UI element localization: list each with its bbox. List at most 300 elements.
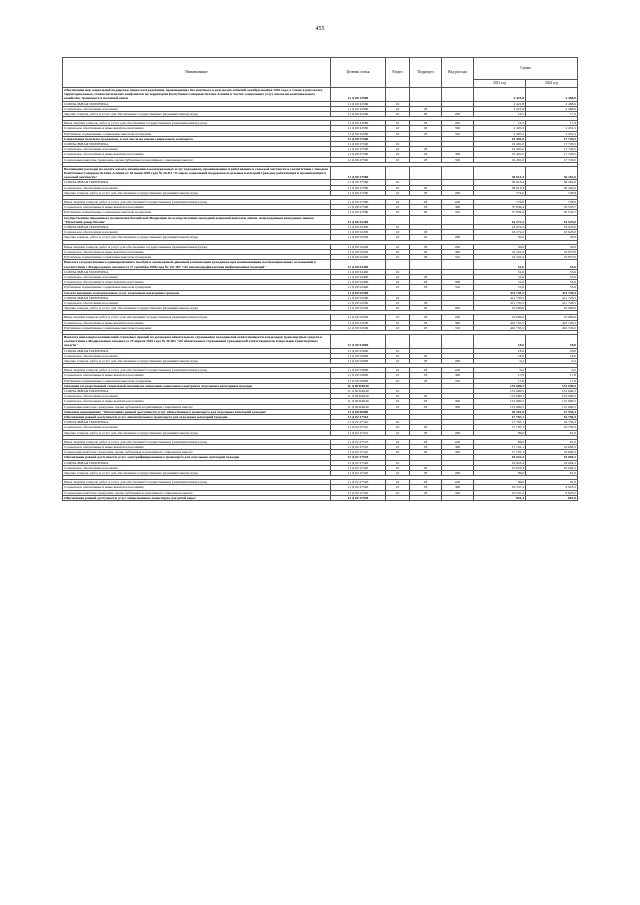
- cell-name: СОЦИАЛЬНАЯ ПОЛИТИКА: [63, 269, 331, 274]
- cell-article: 11 Д 00 52800: [331, 358, 386, 363]
- cell-subsection: 03: [410, 465, 442, 470]
- cell-article: 11 Д 02 27510: [331, 439, 386, 444]
- cell-article: 11 Д 00 52400: [331, 274, 386, 279]
- cell-2022: 411 726,5: [526, 300, 578, 305]
- cell-2022: 17 726,5: [526, 152, 578, 157]
- cell-section: [386, 495, 410, 500]
- cell-2021: 19 481,0: [474, 152, 526, 157]
- header-sum: Сумма: [474, 58, 578, 80]
- cell-subsection: 03: [410, 106, 442, 111]
- cell-section: 10: [386, 320, 410, 325]
- cell-2022: 81,0: [526, 471, 578, 476]
- cell-2021: 17 701,1: [474, 450, 526, 455]
- cell-2022: 17 726,5: [526, 157, 578, 162]
- cell-name: Иные закупки товаров, работ и услуг для обеспечения государственных (муниципальных) нужд: [63, 480, 331, 485]
- cell-expense-type: 240: [442, 480, 474, 485]
- cell-article: 11 Д 02 27510: [331, 420, 386, 425]
- cell-name: Публичные нормативные социальные выплаты гражданам: [63, 378, 331, 383]
- cell-section: [386, 166, 410, 180]
- cell-subsection: 03: [410, 285, 442, 290]
- cell-2021: 86,0: [474, 480, 526, 485]
- cell-2021: 17,8: [474, 378, 526, 383]
- cell-subsection: 03: [410, 112, 442, 117]
- page-number: 455: [315, 26, 325, 32]
- cell-2022: 10 004,2: [526, 455, 578, 460]
- cell-2022: 10 000,0: [526, 306, 578, 311]
- cell-2022: 0,2: [526, 368, 578, 373]
- cell-2022: 16 750,3: [526, 425, 578, 430]
- cell-2022: 16 923,0: [526, 215, 578, 224]
- cell-subsection: 03: [410, 378, 442, 383]
- cell-2021: 51,6: [474, 274, 526, 279]
- cell-2021: 10 537,4: [474, 485, 526, 490]
- cell-2022: 401 726,5: [526, 325, 578, 330]
- cell-article: 11 Д 00 22580: [331, 131, 386, 136]
- cell-2021: 2 405,3: [474, 131, 526, 136]
- cell-expense-type: [442, 334, 474, 348]
- cell-article: 11 Д 02 27520: [331, 465, 386, 470]
- cell-subsection: 03: [410, 490, 442, 495]
- cell-subsection: 03: [410, 126, 442, 131]
- cell-name: Социальное обеспечение и иные выплаты населению: [63, 445, 331, 450]
- cell-section: 10: [386, 460, 410, 465]
- cell-subsection: 03: [410, 230, 442, 235]
- cell-article: 11 Д 00 22580: [331, 126, 386, 131]
- cell-section: 10: [386, 358, 410, 363]
- cell-subsection: 03: [410, 315, 442, 320]
- cell-subsection: 03: [410, 439, 442, 444]
- cell-expense-type: 320: [442, 404, 474, 409]
- cell-section: 10: [386, 430, 410, 435]
- cell-section: 10: [386, 244, 410, 249]
- cell-name: Осуществление переданного полномочия Российской Федерации по осуществлению ежегодной денежной выплаты лицам, награжденным нагрудным знаком "Почетный донор России": [63, 215, 331, 224]
- cell-subsection: [410, 334, 442, 348]
- cell-section: 10: [386, 131, 410, 136]
- cell-2021: 18,0: [474, 353, 526, 358]
- cell-section: 10: [386, 394, 410, 399]
- cell-section: 10: [386, 306, 410, 311]
- cell-subsection: 03: [410, 450, 442, 455]
- cell-2021: 16 272,2: [474, 225, 526, 230]
- budget-table: [62, 57, 578, 501]
- cell-2022: 151 690,5: [526, 394, 578, 399]
- cell-name: Закупка товаров, работ и услуг для обеспечения государственных (муниципальных) нужд: [63, 235, 331, 240]
- cell-subsection: 03: [410, 210, 442, 215]
- table-row: [63, 334, 578, 348]
- cell-subsection: 03: [410, 353, 442, 358]
- cell-subsection: [410, 215, 442, 224]
- cell-2022: 16 669,3: [526, 450, 578, 455]
- cell-expense-type: 300: [442, 280, 474, 285]
- cell-section: 10: [386, 295, 410, 300]
- cell-2021: 38 613,4: [474, 185, 526, 190]
- cell-2022: 9 923,2: [526, 490, 578, 495]
- cell-2021: 16 272,2: [474, 215, 526, 224]
- cell-name: Закупка товаров, работ и услуг для обеспечения государственных (муниципальных) нужд: [63, 358, 331, 363]
- cell-2022: 36 262,6: [526, 180, 578, 185]
- cell-article: 11 Д 00 52500: [331, 320, 386, 325]
- cell-section: 10: [386, 388, 410, 393]
- cell-article: 11 Д 00 52200: [331, 244, 386, 249]
- cell-name: СОЦИАЛЬНАЯ ПОЛИТИКА: [63, 180, 331, 185]
- cell-2022: 10 004,2: [526, 465, 578, 470]
- cell-2021: 411 735,5: [474, 295, 526, 300]
- cell-name: СОЦИАЛЬНАЯ ПОЛИТИКА: [63, 142, 331, 147]
- cell-article: 11 Д 00 52200: [331, 255, 386, 260]
- cell-name: Социальное обеспечение населения: [63, 147, 331, 152]
- cell-2022: 17 726,5: [526, 147, 578, 152]
- cell-subsection: 03: [410, 235, 442, 240]
- cell-subsection: 03: [410, 404, 442, 409]
- cell-article: 11 Д 00 52800: [331, 378, 386, 383]
- cell-2022: 81,0: [526, 439, 578, 444]
- cell-expense-type: [442, 495, 474, 500]
- cell-2021: 19 481,0: [474, 157, 526, 162]
- cell-expense-type: 320: [442, 490, 474, 495]
- cell-section: 10: [386, 425, 410, 430]
- cell-subsection: 03: [410, 320, 442, 325]
- cell-article: 11 Д 02 27530: [331, 495, 386, 500]
- cell-2021: 86,0: [474, 439, 526, 444]
- cell-subsection: 03: [410, 430, 442, 435]
- cell-2021: 51,6: [474, 260, 526, 269]
- cell-article: 11 Д 00 22580: [331, 106, 386, 111]
- cell-section: 10: [386, 378, 410, 383]
- cell-subsection: 03: [410, 147, 442, 152]
- cell-name: Социальное обеспечение населения: [63, 465, 331, 470]
- cell-article: 11 Д 00 52400: [331, 285, 386, 290]
- cell-name: Обеспечение равной доступности услуг электрифицированного транспорта для отдельных категорий граждан: [63, 455, 331, 460]
- cell-article: 11 Д 00 52500: [331, 290, 386, 295]
- cell-expense-type: [442, 88, 474, 102]
- cell-expense-type: 300: [442, 445, 474, 450]
- cell-2022: 16 873,0: [526, 255, 578, 260]
- cell-subsection: 03: [410, 152, 442, 157]
- cell-2021: 51,6: [474, 285, 526, 290]
- cell-subsection: 03: [410, 399, 442, 404]
- table-row: [63, 495, 578, 500]
- cell-2022: 16 923,0: [526, 230, 578, 235]
- cell-expense-type: [442, 260, 474, 269]
- cell-2021: 2 421,8: [474, 88, 526, 102]
- cell-article: 11 Д 00 52200: [331, 235, 386, 240]
- cell-article: 11 Д 00 22580: [331, 101, 386, 106]
- cell-expense-type: 240: [442, 368, 474, 373]
- cell-name: Закупка товаров, работ и услуг для обеспечения государственных (муниципальных) нужд: [63, 430, 331, 435]
- cell-2022: 9 923,2: [526, 485, 578, 490]
- cell-2021: 37 839,4: [474, 205, 526, 210]
- cell-name: Иные закупки товаров, работ и услуг для обеспечения государственных (муниципальных) нужд: [63, 439, 331, 444]
- cell-name: Публичные нормативные социальные выплаты гражданам: [63, 325, 331, 330]
- cell-subsection: 03: [410, 157, 442, 162]
- cell-2021: 851,4: [474, 495, 526, 500]
- cell-2021: 86,0: [474, 430, 526, 435]
- cell-name: Возмещение расходов по оплате жилого помещения и коммунальных услуг гражданам, проживающим и работающим в сельской местности в соответствии с Законом Республики Северная Осетия-Алания от 30 июня 2005 года № 28-РЗ "О мерах социальной поддержки отдельных категорий граждан, работающих и проживающих в сельской местности": [63, 166, 331, 180]
- cell-section: 10: [386, 353, 410, 358]
- cell-2022: 27 556,3: [526, 409, 578, 414]
- cell-name: Публичные нормативные социальные выплаты гражданам: [63, 255, 331, 260]
- cell-subsection: 03: [410, 200, 442, 205]
- cell-2021: 18,0: [474, 348, 526, 353]
- cell-subsection: 03: [410, 249, 442, 254]
- cell-2022: 16 750,3: [526, 420, 578, 425]
- cell-section: 10: [386, 490, 410, 495]
- cell-article: 11 Д 02 27510: [331, 445, 386, 450]
- cell-expense-type: 310: [442, 285, 474, 290]
- cell-section: 10: [386, 480, 410, 485]
- cell-name: Социальное обеспечение и иные выплаты населению: [63, 152, 331, 157]
- cell-2022: 728,9: [526, 200, 578, 205]
- cell-2021: 51,6: [474, 269, 526, 274]
- cell-expense-type: 240: [442, 200, 474, 205]
- cell-subsection: 03: [410, 205, 442, 210]
- cell-section: 10: [386, 190, 410, 195]
- cell-2021: 10 623,4: [474, 460, 526, 465]
- cell-subsection: 03: [410, 471, 442, 476]
- table-row: [63, 260, 578, 269]
- cell-section: 10: [386, 225, 410, 230]
- cell-article: 11 Д 02 27510: [331, 450, 386, 455]
- cell-2022: 17,8: [526, 373, 578, 378]
- cell-article: 11 Д 00 27580: [331, 180, 386, 185]
- cell-article: 11 Д 00 27580: [331, 210, 386, 215]
- cell-article: 11 Д 00 R4040: [331, 388, 386, 393]
- cell-expense-type: 240: [442, 439, 474, 444]
- cell-2022: 18,0: [526, 348, 578, 353]
- cell-article: 11 Д 00 R4040: [331, 383, 386, 388]
- cell-name: Публичные нормативные социальные выплаты гражданам: [63, 210, 331, 215]
- cell-name: Выплата государственного единовременного пособия и ежемесячной денежной компенсации гражданам при возникновении поствакцинальных осложнений в соответствии с Федеральным законом от 17 сентября 1998 года № 157-ФЗ "Об иммунопрофилактике инфекционных болезней": [63, 260, 331, 269]
- cell-subsection: 03: [410, 131, 442, 136]
- cell-2021: 774,0: [474, 200, 526, 205]
- cell-2022: 53,6: [526, 269, 578, 274]
- cell-section: 10: [386, 147, 410, 152]
- cell-2021: 10 623,4: [474, 455, 526, 460]
- cell-name: Социальные выплаты гражданам, кроме публичных нормативных социальных выплат: [63, 490, 331, 495]
- cell-subsection: [410, 166, 442, 180]
- cell-expense-type: 320: [442, 157, 474, 162]
- cell-article: 11 Д 00 27580: [331, 205, 386, 210]
- cell-name: Социальное обеспечение и иные выплаты населению: [63, 205, 331, 210]
- cell-name: Публичные нормативные социальные выплаты гражданам: [63, 285, 331, 290]
- cell-section: 10: [386, 210, 410, 215]
- cell-article: 11 Д 00 27500: [331, 147, 386, 152]
- cell-2022: 10 000,0: [526, 315, 578, 320]
- cell-2022: 2 468,9: [526, 101, 578, 106]
- cell-section: 10: [386, 285, 410, 290]
- cell-section: 10: [386, 450, 410, 455]
- cell-2021: 19 481,0: [474, 147, 526, 152]
- cell-expense-type: 310: [442, 255, 474, 260]
- cell-2021: 17 701,1: [474, 445, 526, 450]
- cell-article: 11 Д 00 27500: [331, 136, 386, 141]
- cell-2022: 53,6: [526, 280, 578, 285]
- cell-article: 11 Д 00 52200: [331, 215, 386, 224]
- cell-2021: 411 735,5: [474, 300, 526, 305]
- cell-expense-type: [442, 215, 474, 224]
- cell-section: 10: [386, 106, 410, 111]
- cell-expense-type: 240: [442, 121, 474, 126]
- cell-name: Иные закупки товаров, работ и услуг для обеспечения государственных (муниципальных) нужд: [63, 315, 331, 320]
- cell-article: 11 Д 00 52500: [331, 306, 386, 311]
- cell-expense-type: 300: [442, 152, 474, 157]
- cell-2021: 17,8: [474, 373, 526, 378]
- cell-article: 11 Д 00 27580: [331, 190, 386, 195]
- cell-section: 10: [386, 325, 410, 330]
- table-row: [63, 215, 578, 224]
- cell-subsection: 03: [410, 306, 442, 311]
- cell-name: СОЦИАЛЬНАЯ ПОЛИТИКА: [63, 101, 331, 106]
- cell-expense-type: 200: [442, 235, 474, 240]
- cell-2022: 35 533,7: [526, 205, 578, 210]
- cell-article: 11 Д 00 27500: [331, 157, 386, 162]
- cell-subsection: 03: [410, 425, 442, 430]
- cell-article: 11 Д 00 27580: [331, 200, 386, 205]
- cell-section: 10: [386, 249, 410, 254]
- header-article: Целевая статья: [331, 58, 386, 88]
- cell-2022: 36 262,6: [526, 166, 578, 180]
- cell-name: Выплата инвалидам компенсаций страховых премий по договорам обязательного страхования гражданской ответственности владельцев транспортных средств в соответствии с Федеральным законом от 25 апреля 2002 года № 40-ФЗ "Об обязательном страховании гражданской ответственности владельцев транспортных средств": [63, 334, 331, 348]
- cell-2022: 35 533,7: [526, 210, 578, 215]
- cell-article: 11 Д 00 R4040: [331, 399, 386, 404]
- cell-expense-type: 300: [442, 126, 474, 131]
- cell-section: 10: [386, 200, 410, 205]
- cell-article: 11 Д 02 27510: [331, 425, 386, 430]
- cell-2022: 53,6: [526, 285, 578, 290]
- cell-2021: 151 690,5: [474, 404, 526, 409]
- cell-section: 10: [386, 404, 410, 409]
- cell-section: 10: [386, 368, 410, 373]
- cell-2022: 81,0: [526, 480, 578, 485]
- cell-2021: 18,0: [474, 334, 526, 348]
- cell-name: Социальное обеспечение населения: [63, 425, 331, 430]
- cell-2021: 17 787,1: [474, 425, 526, 430]
- cell-name: СОЦИАЛЬНАЯ ПОЛИТИКА: [63, 348, 331, 353]
- cell-name: Социальное обеспечение населения: [63, 300, 331, 305]
- cell-expense-type: 300: [442, 399, 474, 404]
- cell-article: 11 Д 00 27580: [331, 185, 386, 190]
- cell-article: 11 Д 00 52200: [331, 249, 386, 254]
- cell-expense-type: 310: [442, 378, 474, 383]
- cell-section: 10: [386, 126, 410, 131]
- cell-expense-type: 200: [442, 471, 474, 476]
- cell-section: 10: [386, 157, 410, 162]
- cell-name: Иные закупки товаров, работ и услуг для обеспечения государственных (муниципальных) нужд: [63, 121, 331, 126]
- cell-2021: 38 613,4: [474, 166, 526, 180]
- cell-2021: 0,2: [474, 358, 526, 363]
- table-row: [63, 88, 578, 102]
- cell-expense-type: 200: [442, 306, 474, 311]
- cell-subsection: 03: [410, 121, 442, 126]
- cell-name: Закупка товаров, работ и услуг для обеспечения государственных (муниципальных) нужд: [63, 112, 331, 117]
- cell-subsection: 03: [410, 485, 442, 490]
- cell-article: 11 Д 00 27500: [331, 142, 386, 147]
- cell-2021: 151 690,5: [474, 399, 526, 404]
- cell-2021: 16 272,2: [474, 230, 526, 235]
- cell-article: 11 Д 02 27520: [331, 455, 386, 460]
- cell-article: 11 Д 02 27510: [331, 430, 386, 435]
- cell-subsection: 03: [410, 300, 442, 305]
- cell-section: 10: [386, 465, 410, 470]
- cell-2022: 151 690,5: [526, 404, 578, 409]
- cell-name: Социальное обеспечение и иные выплаты населению: [63, 485, 331, 490]
- cell-2022: 16 873,0: [526, 249, 578, 254]
- cell-2022: 728,9: [526, 190, 578, 195]
- cell-section: 10: [386, 121, 410, 126]
- cell-section: 10: [386, 230, 410, 235]
- cell-2021: 2 421,8: [474, 106, 526, 111]
- cell-2022: 16 669,3: [526, 445, 578, 450]
- cell-subsection: 03: [410, 325, 442, 330]
- cell-section: 10: [386, 255, 410, 260]
- cell-2021: 10 000,0: [474, 315, 526, 320]
- cell-section: [386, 260, 410, 269]
- cell-article: 11 Д 00 52200: [331, 230, 386, 235]
- cell-subsection: 03: [410, 244, 442, 249]
- cell-2022: 2 468,9: [526, 106, 578, 111]
- cell-expense-type: 300: [442, 249, 474, 254]
- cell-name: СОЦИАЛЬНАЯ ПОЛИТИКА: [63, 420, 331, 425]
- cell-subsection: 03: [410, 480, 442, 485]
- header-section: Раздел: [386, 58, 410, 88]
- cell-2022: 53,6: [526, 260, 578, 269]
- cell-expense-type: 300: [442, 373, 474, 378]
- cell-name: Социальное обеспечение и иные выплаты населению: [63, 320, 331, 325]
- cell-section: 10: [386, 280, 410, 285]
- cell-2022: 151 690,5: [526, 399, 578, 404]
- cell-article: 11 Д 02 27520: [331, 460, 386, 465]
- cell-subsection: 03: [410, 255, 442, 260]
- cell-name: Оплата жилищно-коммунальных услуг отдельным категориям граждан: [63, 290, 331, 295]
- cell-article: 11 Д 00 R4040: [331, 394, 386, 399]
- header-2021: 2021 год: [474, 80, 526, 88]
- cell-subsection: 03: [410, 373, 442, 378]
- cell-2021: 10 623,4: [474, 465, 526, 470]
- cell-subsection: 03: [410, 274, 442, 279]
- cell-2021: 19 481,0: [474, 142, 526, 147]
- cell-article: 11 Д 02 27520: [331, 490, 386, 495]
- cell-section: 10: [386, 235, 410, 240]
- cell-section: [386, 215, 410, 224]
- cell-2021: 51,6: [474, 280, 526, 285]
- cell-article: 11 Д 00 52800: [331, 334, 386, 348]
- cell-2021: 17 787,1: [474, 420, 526, 425]
- cell-2022: 36 262,6: [526, 185, 578, 190]
- cell-section: 10: [386, 142, 410, 147]
- cell-2021: 151 690,5: [474, 388, 526, 393]
- cell-2022: 10 004,2: [526, 460, 578, 465]
- cell-expense-type: 310: [442, 210, 474, 215]
- cell-article: 11 Д 00 52800: [331, 353, 386, 358]
- cell-name: Социальное обеспечение населения: [63, 230, 331, 235]
- cell-section: 10: [386, 269, 410, 274]
- table-body: [63, 88, 578, 501]
- cell-name: СОЦИАЛЬНАЯ ПОЛИТИКА: [63, 460, 331, 465]
- cell-section: 10: [386, 420, 410, 425]
- cell-article: 11 Д 00 52500: [331, 295, 386, 300]
- cell-article: 11 Д 00 00000: [331, 409, 386, 414]
- cell-2021: 411 735,5: [474, 290, 526, 295]
- cell-2022: 81,0: [526, 430, 578, 435]
- cell-name: Закупка товаров, работ и услуг для обеспечения государственных (муниципальных) нужд: [63, 190, 331, 195]
- cell-2022: 16 750,3: [526, 414, 578, 419]
- cell-article: 11 Д 02 27510: [331, 414, 386, 419]
- cell-name: Оказание государственной социальной помощи на основании социального контракта отдельным категориям граждан: [63, 383, 331, 388]
- cell-2021: 151 690,5: [474, 383, 526, 388]
- cell-expense-type: 240: [442, 244, 474, 249]
- cell-expense-type: 200: [442, 190, 474, 195]
- cell-2021: 16,5: [474, 121, 526, 126]
